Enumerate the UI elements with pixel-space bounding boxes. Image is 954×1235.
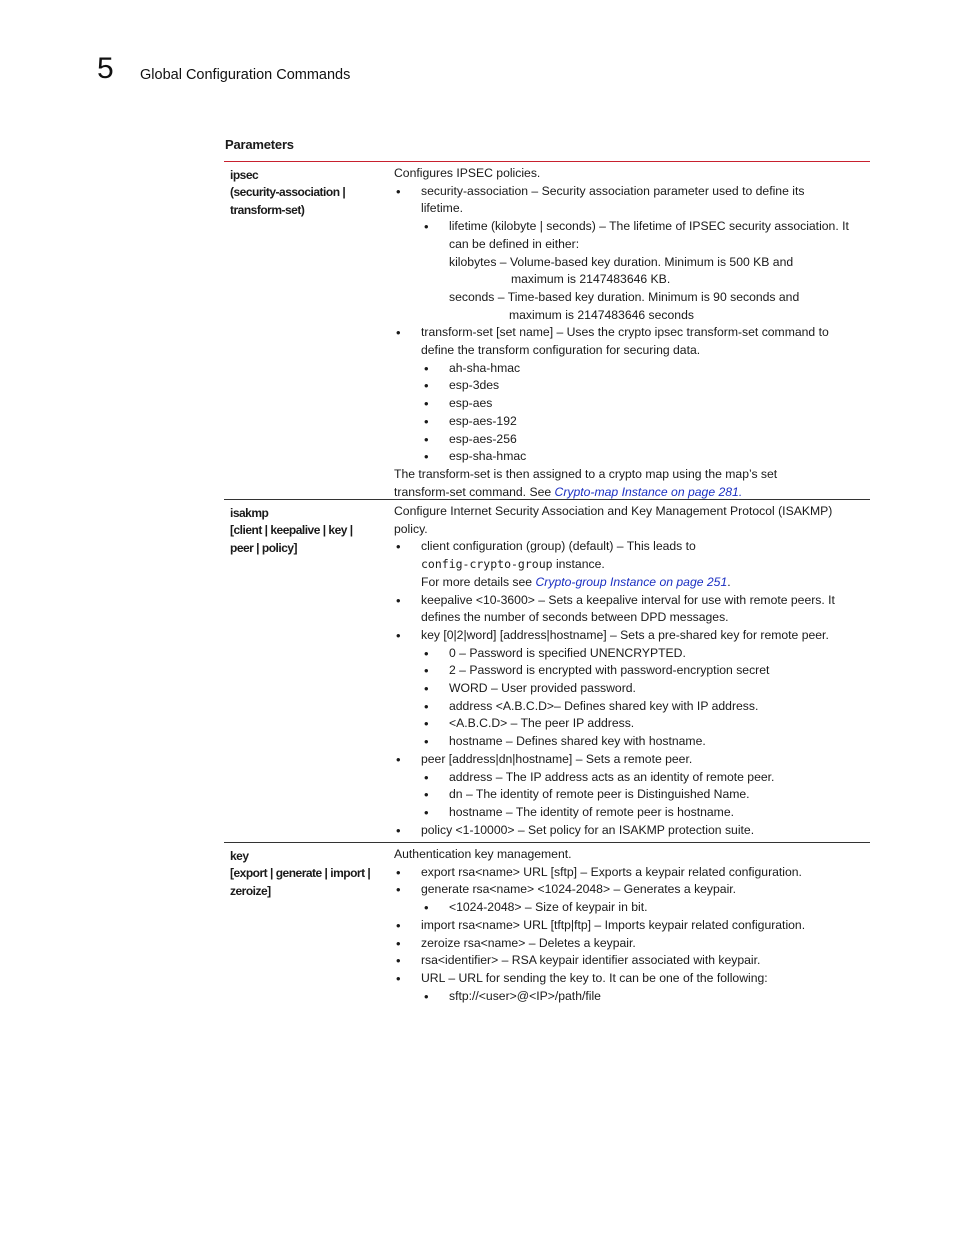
list-item bbox=[394, 448, 864, 466]
bullet-icon: • bbox=[396, 822, 401, 838]
param-name-line: ipsec bbox=[230, 168, 259, 182]
crypto-group-link[interactable]: Crypto-group Instance on page 251 bbox=[535, 574, 728, 589]
desc-text bbox=[394, 484, 864, 502]
bullet-icon: • bbox=[424, 804, 429, 820]
param-desc-key bbox=[382, 843, 870, 1013]
param-name-line: (security-association | bbox=[230, 185, 346, 200]
desc-text: . bbox=[727, 574, 731, 589]
desc-text: esp-sha-hmac bbox=[449, 449, 527, 464]
table-row-ipsec bbox=[224, 162, 870, 500]
list-item bbox=[394, 935, 864, 953]
param-name-line: peer | policy] bbox=[230, 540, 298, 555]
desc-text: can be defined in either: bbox=[449, 236, 580, 251]
desc-text: seconds – Time-based key duration. Minimum is 90 seconds and bbox=[449, 289, 800, 304]
desc-text: sftp://<user>@<IP>/path/file bbox=[449, 988, 601, 1003]
param-name-key bbox=[224, 843, 382, 1013]
desc-text: address <A.B.C.D>– Defines shared key with IP address. bbox=[449, 698, 759, 713]
bullet-icon: • bbox=[396, 751, 401, 767]
desc-text: kilobytes – Volume-based key duration. Minimum is 500 KB and bbox=[449, 254, 794, 269]
bullet-icon: • bbox=[424, 360, 429, 376]
table-row-isakmp bbox=[224, 500, 870, 843]
bullet-icon: • bbox=[396, 882, 401, 898]
list-item bbox=[394, 864, 864, 882]
param-desc-ipsec bbox=[382, 162, 870, 499]
list-item bbox=[394, 715, 864, 733]
desc-text: Configure Internet Security Association and Key Management Protocol (ISAKMP) bbox=[394, 504, 833, 518]
desc-text: maximum is 2147483646 KB. bbox=[511, 272, 671, 287]
desc-text: policy. bbox=[394, 521, 428, 536]
list-item bbox=[394, 413, 864, 431]
param-name-ipsec bbox=[224, 162, 382, 499]
list-item bbox=[394, 395, 864, 413]
bullet-icon: • bbox=[424, 645, 429, 661]
bullet-icon: • bbox=[396, 539, 401, 555]
bullet-icon: • bbox=[424, 787, 429, 803]
list-item bbox=[394, 970, 864, 988]
desc-text: The transform-set is then assigned to a crypto map using the map’s set bbox=[394, 466, 778, 481]
desc-text: URL – URL for sending the key to. It can be one of the following: bbox=[421, 970, 768, 985]
desc-text: security-association – Security association parameter used to define its bbox=[421, 183, 805, 198]
bullet-icon: • bbox=[424, 769, 429, 785]
list-item bbox=[394, 377, 864, 395]
bullet-icon: • bbox=[396, 970, 401, 986]
bullet-icon: • bbox=[424, 413, 429, 429]
desc-text: hostname – Defines shared key with hostname. bbox=[449, 734, 706, 749]
bullet-icon: • bbox=[424, 716, 429, 732]
desc-text: instance. bbox=[552, 557, 605, 572]
list-item bbox=[394, 592, 864, 627]
desc-text: transform-set command. See bbox=[394, 484, 555, 499]
list-item bbox=[394, 218, 864, 253]
desc-text: generate rsa<name> <1024-2048> – Generates a keypair. bbox=[421, 882, 737, 897]
list-item bbox=[394, 822, 864, 840]
list-item bbox=[394, 804, 864, 822]
desc-text: lifetime (kilobyte | seconds) – The lifetime of IPSEC security association. It bbox=[449, 219, 849, 234]
list-item bbox=[394, 183, 864, 218]
desc-text: keepalive <10-3600> – Sets a keepalive interval for use with remote peers. It bbox=[421, 592, 835, 607]
bullet-icon: • bbox=[396, 325, 401, 341]
desc-text: esp-aes-256 bbox=[449, 431, 517, 446]
param-desc-isakmp bbox=[382, 500, 870, 842]
bullet-icon: • bbox=[424, 681, 429, 697]
bullet-icon: • bbox=[396, 183, 401, 199]
bullet-icon: • bbox=[424, 449, 429, 465]
list-item bbox=[394, 538, 864, 591]
desc-text: maximum is 2147483646 seconds bbox=[509, 307, 694, 322]
param-name-line: key bbox=[230, 849, 249, 863]
desc-text: WORD – User provided password. bbox=[449, 681, 636, 696]
crypto-map-link[interactable]: Crypto-map Instance on page 281. bbox=[554, 484, 743, 499]
desc-text: import rsa<name> URL [tftp|ftp] – Imports keypair related configuration. bbox=[421, 917, 806, 932]
desc-text: For more details see bbox=[421, 574, 536, 589]
list-item bbox=[394, 881, 864, 899]
desc-text: export rsa<name> URL [sftp] – Exports a keypair related configuration. bbox=[421, 864, 802, 879]
bullet-icon: • bbox=[396, 953, 401, 969]
desc-text: policy <1-10000> – Set policy for an ISAKMP protection suite. bbox=[421, 822, 755, 837]
desc-text: lifetime. bbox=[421, 201, 463, 216]
bullet-icon: • bbox=[396, 917, 401, 933]
desc-text: <1024-2048> – Size of keypair in bit. bbox=[449, 900, 648, 915]
param-name-line: transform-set) bbox=[230, 202, 305, 217]
desc-text: dn – The identity of remote peer is Distinguished Name. bbox=[449, 787, 750, 802]
desc-text: transform-set [set name] – Uses the crypto ipsec transform-set command to bbox=[421, 325, 829, 340]
list-item bbox=[394, 698, 864, 716]
desc-text: Configures IPSEC policies. bbox=[394, 166, 541, 180]
desc-text: hostname – The identity of remote peer is hostname. bbox=[449, 804, 734, 819]
list-item bbox=[394, 952, 864, 970]
bullet-icon: • bbox=[424, 698, 429, 714]
list-item bbox=[394, 627, 864, 645]
list-item bbox=[394, 751, 864, 769]
desc-text: 2 – Password is encrypted with password-encryption secret bbox=[449, 663, 770, 678]
desc-text: ah-sha-hmac bbox=[449, 360, 521, 375]
desc-text: esp-aes-192 bbox=[449, 413, 517, 428]
bullet-icon: • bbox=[396, 864, 401, 880]
list-item bbox=[394, 360, 864, 378]
list-item bbox=[394, 733, 864, 751]
desc-text bbox=[421, 574, 864, 592]
desc-text: define the transform configuration for securing data. bbox=[421, 343, 701, 358]
bullet-icon: • bbox=[424, 378, 429, 394]
bullet-icon: • bbox=[396, 935, 401, 951]
list-item bbox=[394, 917, 864, 935]
desc-text: defines the number of seconds between DPD messages. bbox=[421, 610, 729, 625]
desc-text: esp-3des bbox=[449, 378, 500, 393]
desc-text bbox=[421, 556, 864, 574]
section-heading: Parameters bbox=[225, 137, 294, 152]
bullet-icon: • bbox=[424, 219, 429, 235]
param-name-line: zeroize] bbox=[230, 883, 271, 898]
list-item bbox=[394, 680, 864, 698]
desc-text: zeroize rsa<name> – Deletes a keypair. bbox=[421, 935, 636, 950]
desc-text: 0 – Password is specified UNENCRYPTED. bbox=[449, 645, 686, 660]
param-name-line: [export | generate | import | bbox=[230, 866, 371, 881]
desc-text: client configuration (group) (default) – This leads to bbox=[421, 539, 696, 554]
desc-text: key [0|2|word] [address|hostname] – Sets a pre-shared key for remote peer. bbox=[421, 627, 829, 642]
desc-text: esp-aes bbox=[449, 396, 493, 411]
param-name-line: isakmp bbox=[230, 506, 269, 520]
desc-text: Authentication key management. bbox=[394, 847, 572, 861]
table-row-key bbox=[224, 843, 870, 1013]
list-item bbox=[394, 988, 864, 1006]
bullet-icon: • bbox=[424, 396, 429, 412]
bullet-icon: • bbox=[424, 663, 429, 679]
param-name-line: [client | keepalive | key | bbox=[230, 523, 353, 538]
list-item bbox=[394, 769, 864, 787]
parameters-table bbox=[224, 161, 870, 1013]
param-name-isakmp bbox=[224, 500, 382, 842]
list-item bbox=[394, 431, 864, 449]
bullet-icon: • bbox=[424, 734, 429, 750]
list-item bbox=[394, 324, 864, 359]
desc-text: peer [address|dn|hostname] – Sets a remote peer. bbox=[421, 751, 693, 766]
bullet-icon: • bbox=[424, 900, 429, 916]
list-item bbox=[394, 645, 864, 663]
code-text: config-crypto-group bbox=[421, 557, 553, 572]
list-item bbox=[394, 662, 864, 680]
desc-text: address – The IP address acts as an identity of remote peer. bbox=[449, 769, 775, 784]
chapter-number: 5 bbox=[97, 52, 114, 85]
bullet-icon: • bbox=[396, 592, 401, 608]
desc-text: <A.B.C.D> – The peer IP address. bbox=[449, 716, 635, 731]
list-item bbox=[394, 899, 864, 917]
bullet-icon: • bbox=[396, 627, 401, 643]
desc-text: rsa<identifier> – RSA keypair identifier associated with keypair. bbox=[421, 953, 761, 968]
chapter-title: Global Configuration Commands bbox=[140, 67, 351, 83]
bullet-icon: • bbox=[424, 988, 429, 1004]
list-item bbox=[394, 786, 864, 804]
bullet-icon: • bbox=[424, 431, 429, 447]
